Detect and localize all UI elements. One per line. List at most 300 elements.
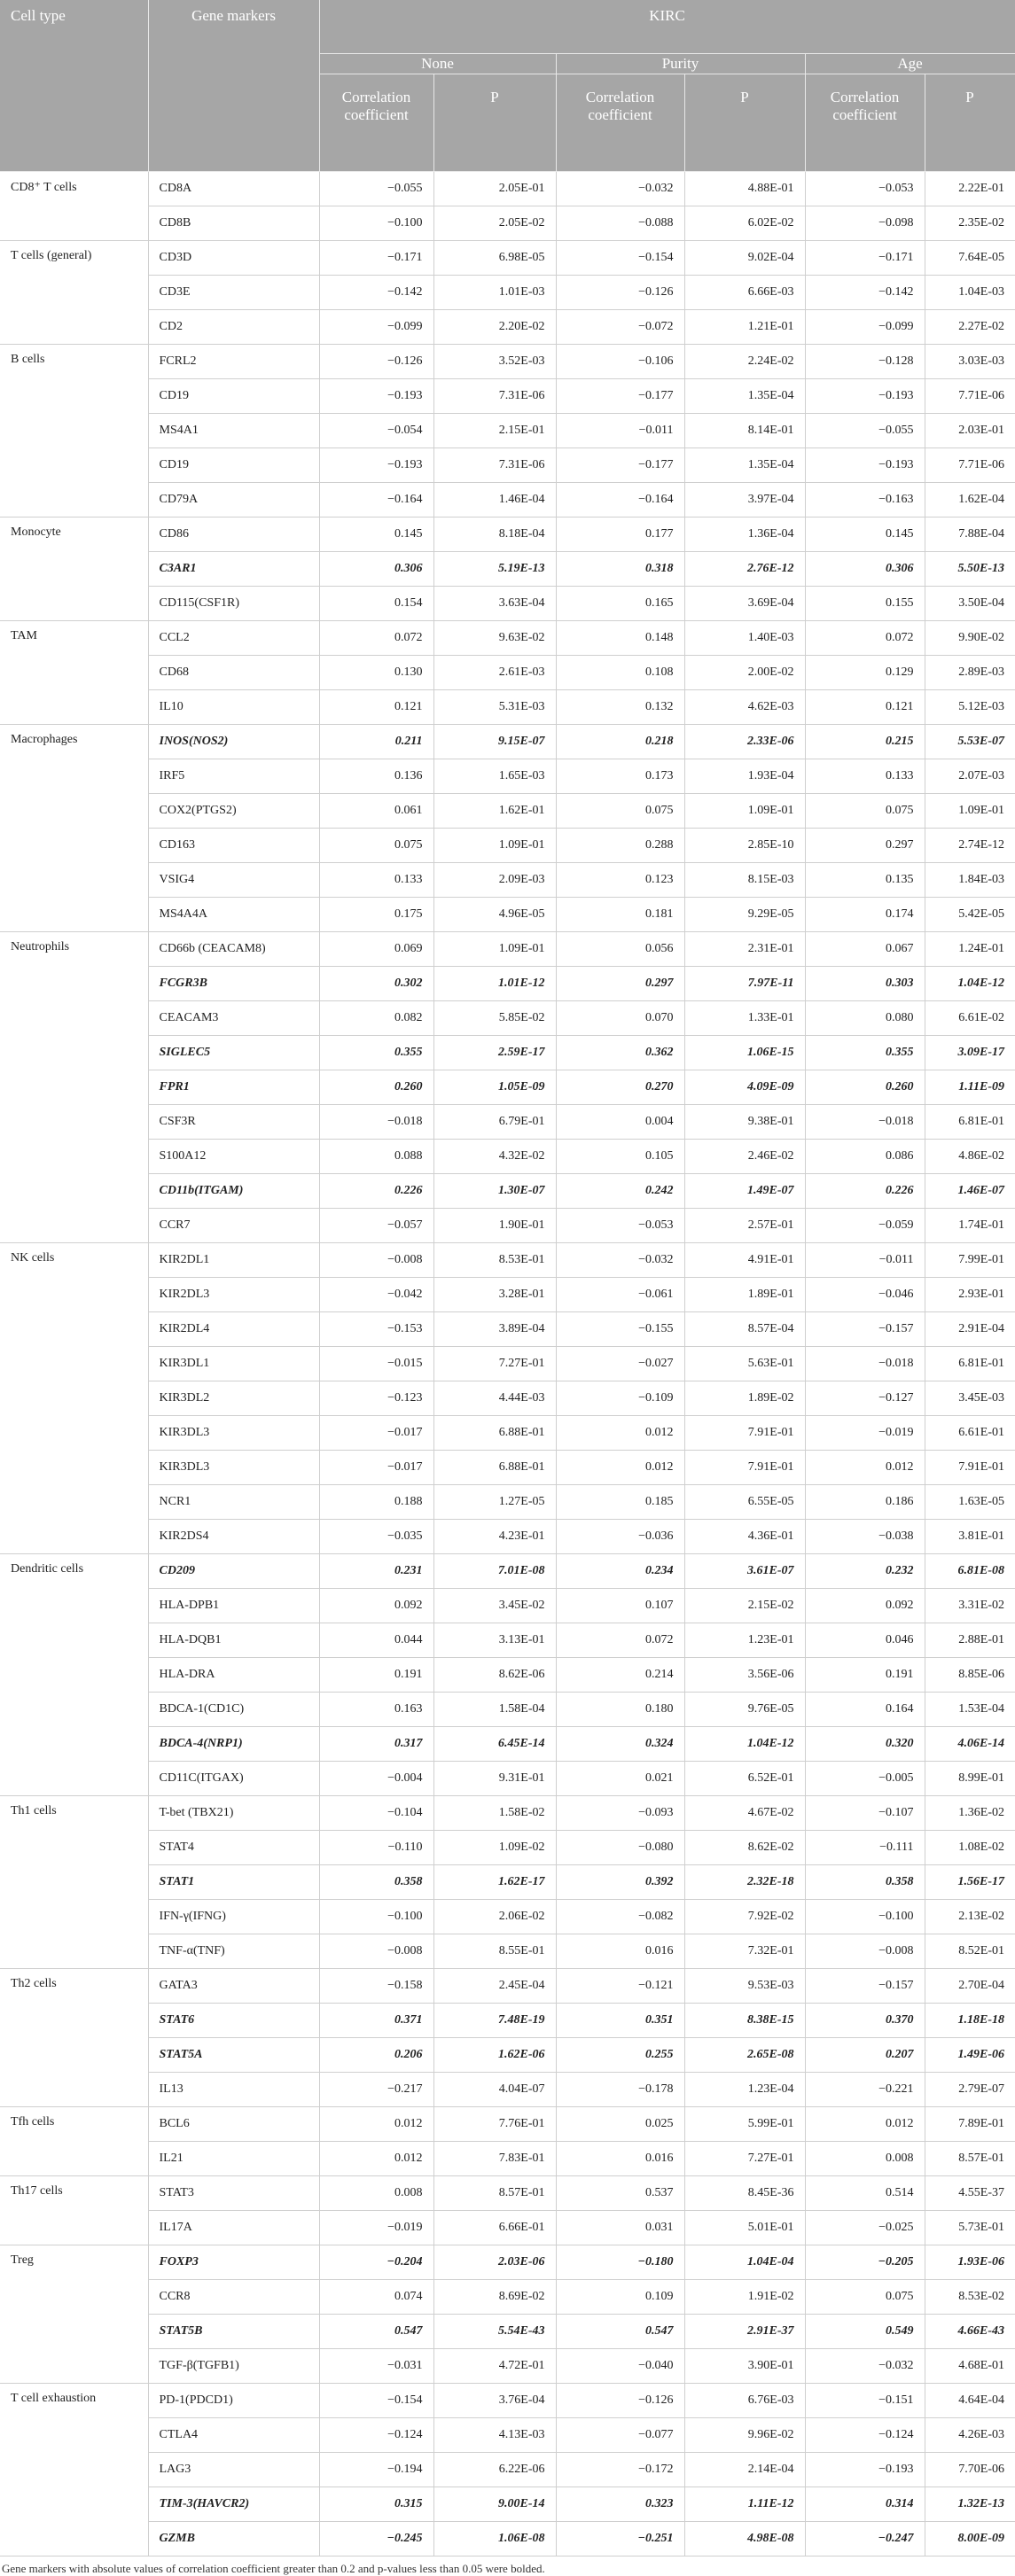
value-corr-none: −0.193 bbox=[319, 448, 433, 483]
value-corr-purity: 0.056 bbox=[556, 932, 684, 967]
value-corr-purity: 0.173 bbox=[556, 759, 684, 794]
header-p-age: P bbox=[925, 74, 1015, 172]
value-corr-purity: 0.012 bbox=[556, 1451, 684, 1485]
gene-marker: VSIG4 bbox=[148, 863, 319, 898]
value-corr-purity: 0.105 bbox=[556, 1140, 684, 1174]
gene-marker: CD2 bbox=[148, 310, 319, 345]
value-p-none: 2.03E-06 bbox=[433, 2245, 556, 2280]
value-corr-purity: 0.107 bbox=[556, 1589, 684, 1623]
cell-type-label: Monocyte bbox=[0, 518, 148, 621]
value-p-none: 4.44E-03 bbox=[433, 1381, 556, 1416]
table-row bbox=[0, 1312, 1015, 1347]
value-corr-purity: −0.178 bbox=[556, 2073, 684, 2107]
value-p-purity: 2.33E-06 bbox=[684, 725, 805, 759]
value-p-purity: 1.09E-01 bbox=[684, 794, 805, 829]
value-corr-none: 0.092 bbox=[319, 1589, 433, 1623]
value-p-none: 6.45E-14 bbox=[433, 1727, 556, 1762]
gene-marker: PD-1(PDCD1) bbox=[148, 2384, 319, 2418]
value-p-age: 1.04E-03 bbox=[925, 276, 1015, 310]
gene-marker: FCGR3B bbox=[148, 967, 319, 1001]
value-p-none: 5.19E-13 bbox=[433, 552, 556, 587]
value-p-age: 1.74E-01 bbox=[925, 1209, 1015, 1243]
table-row bbox=[0, 1934, 1015, 1969]
value-corr-purity: 0.123 bbox=[556, 863, 684, 898]
value-corr-none: −0.031 bbox=[319, 2349, 433, 2384]
value-corr-none: −0.008 bbox=[319, 1934, 433, 1969]
value-p-purity: 2.65E-08 bbox=[684, 2038, 805, 2073]
value-p-age: 7.89E-01 bbox=[925, 2107, 1015, 2142]
value-corr-none: −0.123 bbox=[319, 1381, 433, 1416]
value-corr-purity: −0.251 bbox=[556, 2522, 684, 2557]
value-corr-purity: −0.032 bbox=[556, 1243, 684, 1278]
table-row bbox=[0, 1209, 1015, 1243]
value-corr-purity: 0.297 bbox=[556, 967, 684, 1001]
gene-marker: SIGLEC5 bbox=[148, 1036, 319, 1070]
table-row bbox=[0, 863, 1015, 898]
value-p-age: 2.79E-07 bbox=[925, 2073, 1015, 2107]
value-p-age: 1.04E-12 bbox=[925, 967, 1015, 1001]
value-p-purity: 9.02E-04 bbox=[684, 241, 805, 276]
value-p-none: 3.52E-03 bbox=[433, 345, 556, 379]
value-p-none: 7.83E-01 bbox=[433, 2142, 556, 2176]
value-corr-none: −0.008 bbox=[319, 1243, 433, 1278]
value-corr-age: −0.193 bbox=[805, 2453, 925, 2487]
value-p-age: 6.81E-01 bbox=[925, 1347, 1015, 1381]
gene-marker: MS4A4A bbox=[148, 898, 319, 932]
value-corr-age: 0.174 bbox=[805, 898, 925, 932]
value-corr-none: −0.245 bbox=[319, 2522, 433, 2557]
value-p-age: 1.56E-17 bbox=[925, 1865, 1015, 1900]
cell-type-label: Th2 cells bbox=[0, 1969, 148, 2107]
value-corr-purity: −0.172 bbox=[556, 2453, 684, 2487]
value-corr-purity: −0.109 bbox=[556, 1381, 684, 1416]
value-corr-none: 0.069 bbox=[319, 932, 433, 967]
gene-marker: HLA-DRA bbox=[148, 1658, 319, 1693]
table-row bbox=[0, 172, 1015, 206]
gene-marker: STAT4 bbox=[148, 1831, 319, 1865]
value-corr-age: −0.157 bbox=[805, 1969, 925, 2004]
gene-marker: IL13 bbox=[148, 2073, 319, 2107]
gene-marker: S100A12 bbox=[148, 1140, 319, 1174]
value-p-purity: 2.46E-02 bbox=[684, 1140, 805, 1174]
value-p-none: 6.88E-01 bbox=[433, 1451, 556, 1485]
value-corr-age: 0.145 bbox=[805, 518, 925, 552]
gene-marker: CD3E bbox=[148, 276, 319, 310]
value-corr-purity: 0.537 bbox=[556, 2176, 684, 2211]
value-corr-purity: −0.036 bbox=[556, 1520, 684, 1554]
value-p-none: 1.09E-02 bbox=[433, 1831, 556, 1865]
value-corr-none: −0.100 bbox=[319, 1900, 433, 1934]
value-corr-age: −0.032 bbox=[805, 2349, 925, 2384]
value-p-none: 2.45E-04 bbox=[433, 1969, 556, 2004]
gene-marker: BCL6 bbox=[148, 2107, 319, 2142]
value-p-age: 2.35E-02 bbox=[925, 206, 1015, 241]
value-p-age: 4.55E-37 bbox=[925, 2176, 1015, 2211]
value-corr-purity: 0.185 bbox=[556, 1485, 684, 1520]
cell-type-label: Tfh cells bbox=[0, 2107, 148, 2176]
table-row bbox=[0, 1589, 1015, 1623]
value-p-purity: 1.33E-01 bbox=[684, 1001, 805, 1036]
value-p-purity: 3.69E-04 bbox=[684, 587, 805, 621]
value-corr-age: 0.072 bbox=[805, 621, 925, 656]
value-p-none: 3.89E-04 bbox=[433, 1312, 556, 1347]
cell-type-label: Neutrophils bbox=[0, 932, 148, 1243]
value-corr-none: 0.075 bbox=[319, 829, 433, 863]
table-row bbox=[0, 1485, 1015, 1520]
value-corr-age: −0.025 bbox=[805, 2211, 925, 2245]
value-p-age: 1.32E-13 bbox=[925, 2487, 1015, 2522]
value-p-purity: 7.91E-01 bbox=[684, 1451, 805, 1485]
gene-marker: CCR7 bbox=[148, 1209, 319, 1243]
table-row bbox=[0, 1381, 1015, 1416]
value-p-none: 2.15E-01 bbox=[433, 414, 556, 448]
table-row bbox=[0, 829, 1015, 863]
value-p-none: 4.72E-01 bbox=[433, 2349, 556, 2384]
value-corr-age: −0.059 bbox=[805, 1209, 925, 1243]
value-p-none: 1.65E-03 bbox=[433, 759, 556, 794]
table-row bbox=[0, 1416, 1015, 1451]
gene-marker: CD8A bbox=[148, 172, 319, 206]
value-p-none: 6.79E-01 bbox=[433, 1105, 556, 1140]
value-corr-purity: 0.016 bbox=[556, 2142, 684, 2176]
table-row bbox=[0, 1831, 1015, 1865]
value-p-purity: 2.31E-01 bbox=[684, 932, 805, 967]
value-p-purity: 2.91E-37 bbox=[684, 2315, 805, 2349]
value-p-none: 5.54E-43 bbox=[433, 2315, 556, 2349]
value-p-none: 1.09E-01 bbox=[433, 829, 556, 863]
value-corr-none: 0.082 bbox=[319, 1001, 433, 1036]
value-corr-purity: −0.080 bbox=[556, 1831, 684, 1865]
value-corr-purity: 0.016 bbox=[556, 1934, 684, 1969]
value-corr-age: −0.011 bbox=[805, 1243, 925, 1278]
gene-marker: STAT5A bbox=[148, 2038, 319, 2073]
value-corr-none: 0.074 bbox=[319, 2280, 433, 2315]
value-corr-none: −0.154 bbox=[319, 2384, 433, 2418]
header-p-none: P bbox=[433, 74, 556, 172]
value-p-purity: 8.45E-36 bbox=[684, 2176, 805, 2211]
value-corr-age: −0.107 bbox=[805, 1796, 925, 1831]
value-p-none: 7.27E-01 bbox=[433, 1347, 556, 1381]
gene-marker: GATA3 bbox=[148, 1969, 319, 2004]
value-p-none: 1.27E-05 bbox=[433, 1485, 556, 1520]
table-header bbox=[0, 0, 1015, 172]
value-corr-age: 0.133 bbox=[805, 759, 925, 794]
value-p-purity: 1.89E-01 bbox=[684, 1278, 805, 1312]
value-corr-age: −0.171 bbox=[805, 241, 925, 276]
value-p-purity: 6.66E-03 bbox=[684, 276, 805, 310]
value-corr-none: 0.211 bbox=[319, 725, 433, 759]
value-corr-none: −0.158 bbox=[319, 1969, 433, 2004]
table-row bbox=[0, 2176, 1015, 2211]
value-corr-none: −0.004 bbox=[319, 1762, 433, 1796]
value-corr-none: 0.072 bbox=[319, 621, 433, 656]
value-corr-purity: −0.040 bbox=[556, 2349, 684, 2384]
value-p-age: 8.53E-02 bbox=[925, 2280, 1015, 2315]
gene-marker: CCL2 bbox=[148, 621, 319, 656]
value-corr-purity: −0.121 bbox=[556, 1969, 684, 2004]
gene-marker: KIR2DS4 bbox=[148, 1520, 319, 1554]
gene-marker: CD11C(ITGAX) bbox=[148, 1762, 319, 1796]
value-corr-age: −0.005 bbox=[805, 1762, 925, 1796]
value-p-purity: 7.91E-01 bbox=[684, 1416, 805, 1451]
table-row bbox=[0, 1900, 1015, 1934]
value-p-age: 1.63E-05 bbox=[925, 1485, 1015, 1520]
value-corr-purity: 0.547 bbox=[556, 2315, 684, 2349]
value-p-none: 9.63E-02 bbox=[433, 621, 556, 656]
table-row bbox=[0, 2107, 1015, 2142]
value-corr-age: −0.142 bbox=[805, 276, 925, 310]
value-corr-age: −0.019 bbox=[805, 1416, 925, 1451]
table-row bbox=[0, 206, 1015, 241]
value-corr-purity: 0.218 bbox=[556, 725, 684, 759]
header-p-purity: P bbox=[684, 74, 805, 172]
header-group-purity: Purity bbox=[556, 54, 805, 74]
gene-marker: CD68 bbox=[148, 656, 319, 690]
table-row bbox=[0, 2211, 1015, 2245]
gene-marker: LAG3 bbox=[148, 2453, 319, 2487]
table-row bbox=[0, 898, 1015, 932]
value-p-purity: 7.92E-02 bbox=[684, 1900, 805, 1934]
value-corr-none: 0.130 bbox=[319, 656, 433, 690]
value-corr-none: 0.547 bbox=[319, 2315, 433, 2349]
value-corr-purity: −0.072 bbox=[556, 310, 684, 345]
value-p-age: 7.99E-01 bbox=[925, 1243, 1015, 1278]
value-corr-age: 0.164 bbox=[805, 1693, 925, 1727]
value-p-purity: 1.23E-04 bbox=[684, 2073, 805, 2107]
value-corr-none: −0.193 bbox=[319, 379, 433, 414]
value-corr-purity: 0.270 bbox=[556, 1070, 684, 1105]
value-corr-none: −0.054 bbox=[319, 414, 433, 448]
value-p-age: 1.24E-01 bbox=[925, 932, 1015, 967]
value-p-purity: 3.97E-04 bbox=[684, 483, 805, 518]
value-p-purity: 4.09E-09 bbox=[684, 1070, 805, 1105]
value-p-none: 8.62E-06 bbox=[433, 1658, 556, 1693]
table-row bbox=[0, 518, 1015, 552]
gene-marker: CD86 bbox=[148, 518, 319, 552]
gene-marker: KIR3DL3 bbox=[148, 1416, 319, 1451]
value-corr-purity: −0.155 bbox=[556, 1312, 684, 1347]
value-p-none: 2.05E-02 bbox=[433, 206, 556, 241]
table-row bbox=[0, 967, 1015, 1001]
value-corr-none: 0.154 bbox=[319, 587, 433, 621]
value-corr-age: −0.046 bbox=[805, 1278, 925, 1312]
gene-marker: STAT1 bbox=[148, 1865, 319, 1900]
value-corr-age: −0.247 bbox=[805, 2522, 925, 2557]
value-p-none: 9.15E-07 bbox=[433, 725, 556, 759]
value-corr-age: −0.128 bbox=[805, 345, 925, 379]
value-corr-age: −0.193 bbox=[805, 448, 925, 483]
value-corr-none: 0.044 bbox=[319, 1623, 433, 1658]
value-corr-none: −0.042 bbox=[319, 1278, 433, 1312]
header-group-none: None bbox=[319, 54, 556, 74]
value-p-age: 1.84E-03 bbox=[925, 863, 1015, 898]
value-corr-age: 0.012 bbox=[805, 2107, 925, 2142]
value-p-none: 4.32E-02 bbox=[433, 1140, 556, 1174]
value-corr-age: 0.191 bbox=[805, 1658, 925, 1693]
value-p-none: 1.01E-12 bbox=[433, 967, 556, 1001]
value-p-none: 8.57E-01 bbox=[433, 2176, 556, 2211]
value-p-age: 3.31E-02 bbox=[925, 1589, 1015, 1623]
value-p-purity: 6.76E-03 bbox=[684, 2384, 805, 2418]
value-p-purity: 6.52E-01 bbox=[684, 1762, 805, 1796]
value-p-purity: 3.90E-01 bbox=[684, 2349, 805, 2384]
table-row bbox=[0, 794, 1015, 829]
value-corr-purity: −0.126 bbox=[556, 2384, 684, 2418]
value-corr-none: 0.163 bbox=[319, 1693, 433, 1727]
value-p-none: 4.96E-05 bbox=[433, 898, 556, 932]
value-p-age: 8.52E-01 bbox=[925, 1934, 1015, 1969]
value-corr-none: 0.136 bbox=[319, 759, 433, 794]
value-corr-purity: 0.072 bbox=[556, 1623, 684, 1658]
value-p-age: 4.66E-43 bbox=[925, 2315, 1015, 2349]
value-p-age: 2.03E-01 bbox=[925, 414, 1015, 448]
table-row bbox=[0, 379, 1015, 414]
value-p-purity: 7.97E-11 bbox=[684, 967, 805, 1001]
gene-marker: STAT5B bbox=[148, 2315, 319, 2349]
table-row bbox=[0, 276, 1015, 310]
value-corr-age: −0.099 bbox=[805, 310, 925, 345]
cell-type-label: Treg bbox=[0, 2245, 148, 2384]
value-p-none: 3.76E-04 bbox=[433, 2384, 556, 2418]
value-corr-none: −0.019 bbox=[319, 2211, 433, 2245]
value-p-age: 4.06E-14 bbox=[925, 1727, 1015, 1762]
value-corr-none: 0.008 bbox=[319, 2176, 433, 2211]
value-corr-purity: 0.109 bbox=[556, 2280, 684, 2315]
value-corr-purity: −0.177 bbox=[556, 448, 684, 483]
value-corr-purity: 0.180 bbox=[556, 1693, 684, 1727]
table-row bbox=[0, 2453, 1015, 2487]
value-p-age: 6.81E-08 bbox=[925, 1554, 1015, 1589]
value-corr-age: −0.038 bbox=[805, 1520, 925, 1554]
table-row bbox=[0, 2245, 1015, 2280]
value-p-purity: 1.49E-07 bbox=[684, 1174, 805, 1209]
value-p-age: 3.81E-01 bbox=[925, 1520, 1015, 1554]
value-p-age: 5.50E-13 bbox=[925, 552, 1015, 587]
gene-marker: STAT3 bbox=[148, 2176, 319, 2211]
value-corr-none: −0.015 bbox=[319, 1347, 433, 1381]
value-p-purity: 2.15E-02 bbox=[684, 1589, 805, 1623]
table-row bbox=[0, 932, 1015, 967]
value-corr-purity: −0.077 bbox=[556, 2418, 684, 2453]
cell-type-label: Th17 cells bbox=[0, 2176, 148, 2245]
value-corr-age: 0.370 bbox=[805, 2004, 925, 2038]
value-p-purity: 5.01E-01 bbox=[684, 2211, 805, 2245]
table-row bbox=[0, 2280, 1015, 2315]
value-p-none: 1.62E-01 bbox=[433, 794, 556, 829]
value-corr-purity: −0.053 bbox=[556, 1209, 684, 1243]
value-corr-purity: 0.012 bbox=[556, 1416, 684, 1451]
value-p-age: 2.88E-01 bbox=[925, 1623, 1015, 1658]
value-corr-none: −0.104 bbox=[319, 1796, 433, 1831]
table-row bbox=[0, 1243, 1015, 1278]
gene-marker: IL21 bbox=[148, 2142, 319, 2176]
value-p-age: 4.26E-03 bbox=[925, 2418, 1015, 2453]
value-corr-purity: 0.362 bbox=[556, 1036, 684, 1070]
value-p-none: 1.30E-07 bbox=[433, 1174, 556, 1209]
value-p-none: 6.66E-01 bbox=[433, 2211, 556, 2245]
value-p-purity: 2.24E-02 bbox=[684, 345, 805, 379]
value-p-purity: 4.98E-08 bbox=[684, 2522, 805, 2557]
gene-marker: IL17A bbox=[148, 2211, 319, 2245]
value-p-none: 7.76E-01 bbox=[433, 2107, 556, 2142]
gene-marker: KIR3DL3 bbox=[148, 1451, 319, 1485]
value-corr-purity: 0.031 bbox=[556, 2211, 684, 2245]
gene-marker: CCR8 bbox=[148, 2280, 319, 2315]
value-corr-purity: 0.108 bbox=[556, 656, 684, 690]
value-p-none: 8.53E-01 bbox=[433, 1243, 556, 1278]
gene-marker: C3AR1 bbox=[148, 552, 319, 587]
value-p-none: 1.46E-04 bbox=[433, 483, 556, 518]
value-p-none: 1.62E-17 bbox=[433, 1865, 556, 1900]
table-row bbox=[0, 1001, 1015, 1036]
table-row bbox=[0, 2142, 1015, 2176]
value-corr-none: 0.175 bbox=[319, 898, 433, 932]
value-corr-age: 0.314 bbox=[805, 2487, 925, 2522]
table-row bbox=[0, 2418, 1015, 2453]
value-corr-purity: 0.255 bbox=[556, 2038, 684, 2073]
value-corr-age: 0.549 bbox=[805, 2315, 925, 2349]
gene-marker: HLA-DPB1 bbox=[148, 1589, 319, 1623]
value-p-age: 2.91E-04 bbox=[925, 1312, 1015, 1347]
table-row bbox=[0, 2004, 1015, 2038]
value-p-none: 6.22E-06 bbox=[433, 2453, 556, 2487]
value-p-purity: 1.04E-12 bbox=[684, 1727, 805, 1762]
value-corr-none: 0.231 bbox=[319, 1554, 433, 1589]
table-row bbox=[0, 1070, 1015, 1105]
table-row bbox=[0, 1140, 1015, 1174]
value-p-purity: 1.23E-01 bbox=[684, 1623, 805, 1658]
value-p-purity: 4.88E-01 bbox=[684, 172, 805, 206]
value-corr-age: −0.098 bbox=[805, 206, 925, 241]
gene-marker: KIR3DL1 bbox=[148, 1347, 319, 1381]
value-p-age: 1.93E-06 bbox=[925, 2245, 1015, 2280]
value-p-age: 1.62E-04 bbox=[925, 483, 1015, 518]
value-p-age: 1.18E-18 bbox=[925, 2004, 1015, 2038]
value-p-age: 7.91E-01 bbox=[925, 1451, 1015, 1485]
value-p-purity: 9.38E-01 bbox=[684, 1105, 805, 1140]
value-corr-none: 0.012 bbox=[319, 2107, 433, 2142]
table-row bbox=[0, 587, 1015, 621]
table-row bbox=[0, 1796, 1015, 1831]
value-corr-purity: 0.351 bbox=[556, 2004, 684, 2038]
value-corr-age: −0.111 bbox=[805, 1831, 925, 1865]
value-p-age: 6.61E-01 bbox=[925, 1416, 1015, 1451]
value-p-purity: 9.76E-05 bbox=[684, 1693, 805, 1727]
table-row bbox=[0, 1727, 1015, 1762]
gene-marker: KIR2DL4 bbox=[148, 1312, 319, 1347]
value-p-none: 1.05E-09 bbox=[433, 1070, 556, 1105]
value-p-purity: 6.55E-05 bbox=[684, 1485, 805, 1520]
value-p-age: 2.74E-12 bbox=[925, 829, 1015, 863]
value-corr-purity: −0.126 bbox=[556, 276, 684, 310]
cell-type-label: TAM bbox=[0, 621, 148, 725]
value-corr-age: −0.127 bbox=[805, 1381, 925, 1416]
value-corr-purity: −0.027 bbox=[556, 1347, 684, 1381]
value-corr-age: 0.092 bbox=[805, 1589, 925, 1623]
value-corr-purity: 0.242 bbox=[556, 1174, 684, 1209]
value-corr-none: 0.317 bbox=[319, 1727, 433, 1762]
value-corr-none: −0.142 bbox=[319, 276, 433, 310]
value-corr-purity: −0.061 bbox=[556, 1278, 684, 1312]
value-corr-purity: −0.164 bbox=[556, 483, 684, 518]
value-corr-purity: 0.004 bbox=[556, 1105, 684, 1140]
value-corr-age: 0.186 bbox=[805, 1485, 925, 1520]
value-corr-none: −0.055 bbox=[319, 172, 433, 206]
value-p-age: 8.00E-09 bbox=[925, 2522, 1015, 2557]
value-p-purity: 3.61E-07 bbox=[684, 1554, 805, 1589]
value-corr-age: −0.055 bbox=[805, 414, 925, 448]
gene-marker: FPR1 bbox=[148, 1070, 319, 1105]
